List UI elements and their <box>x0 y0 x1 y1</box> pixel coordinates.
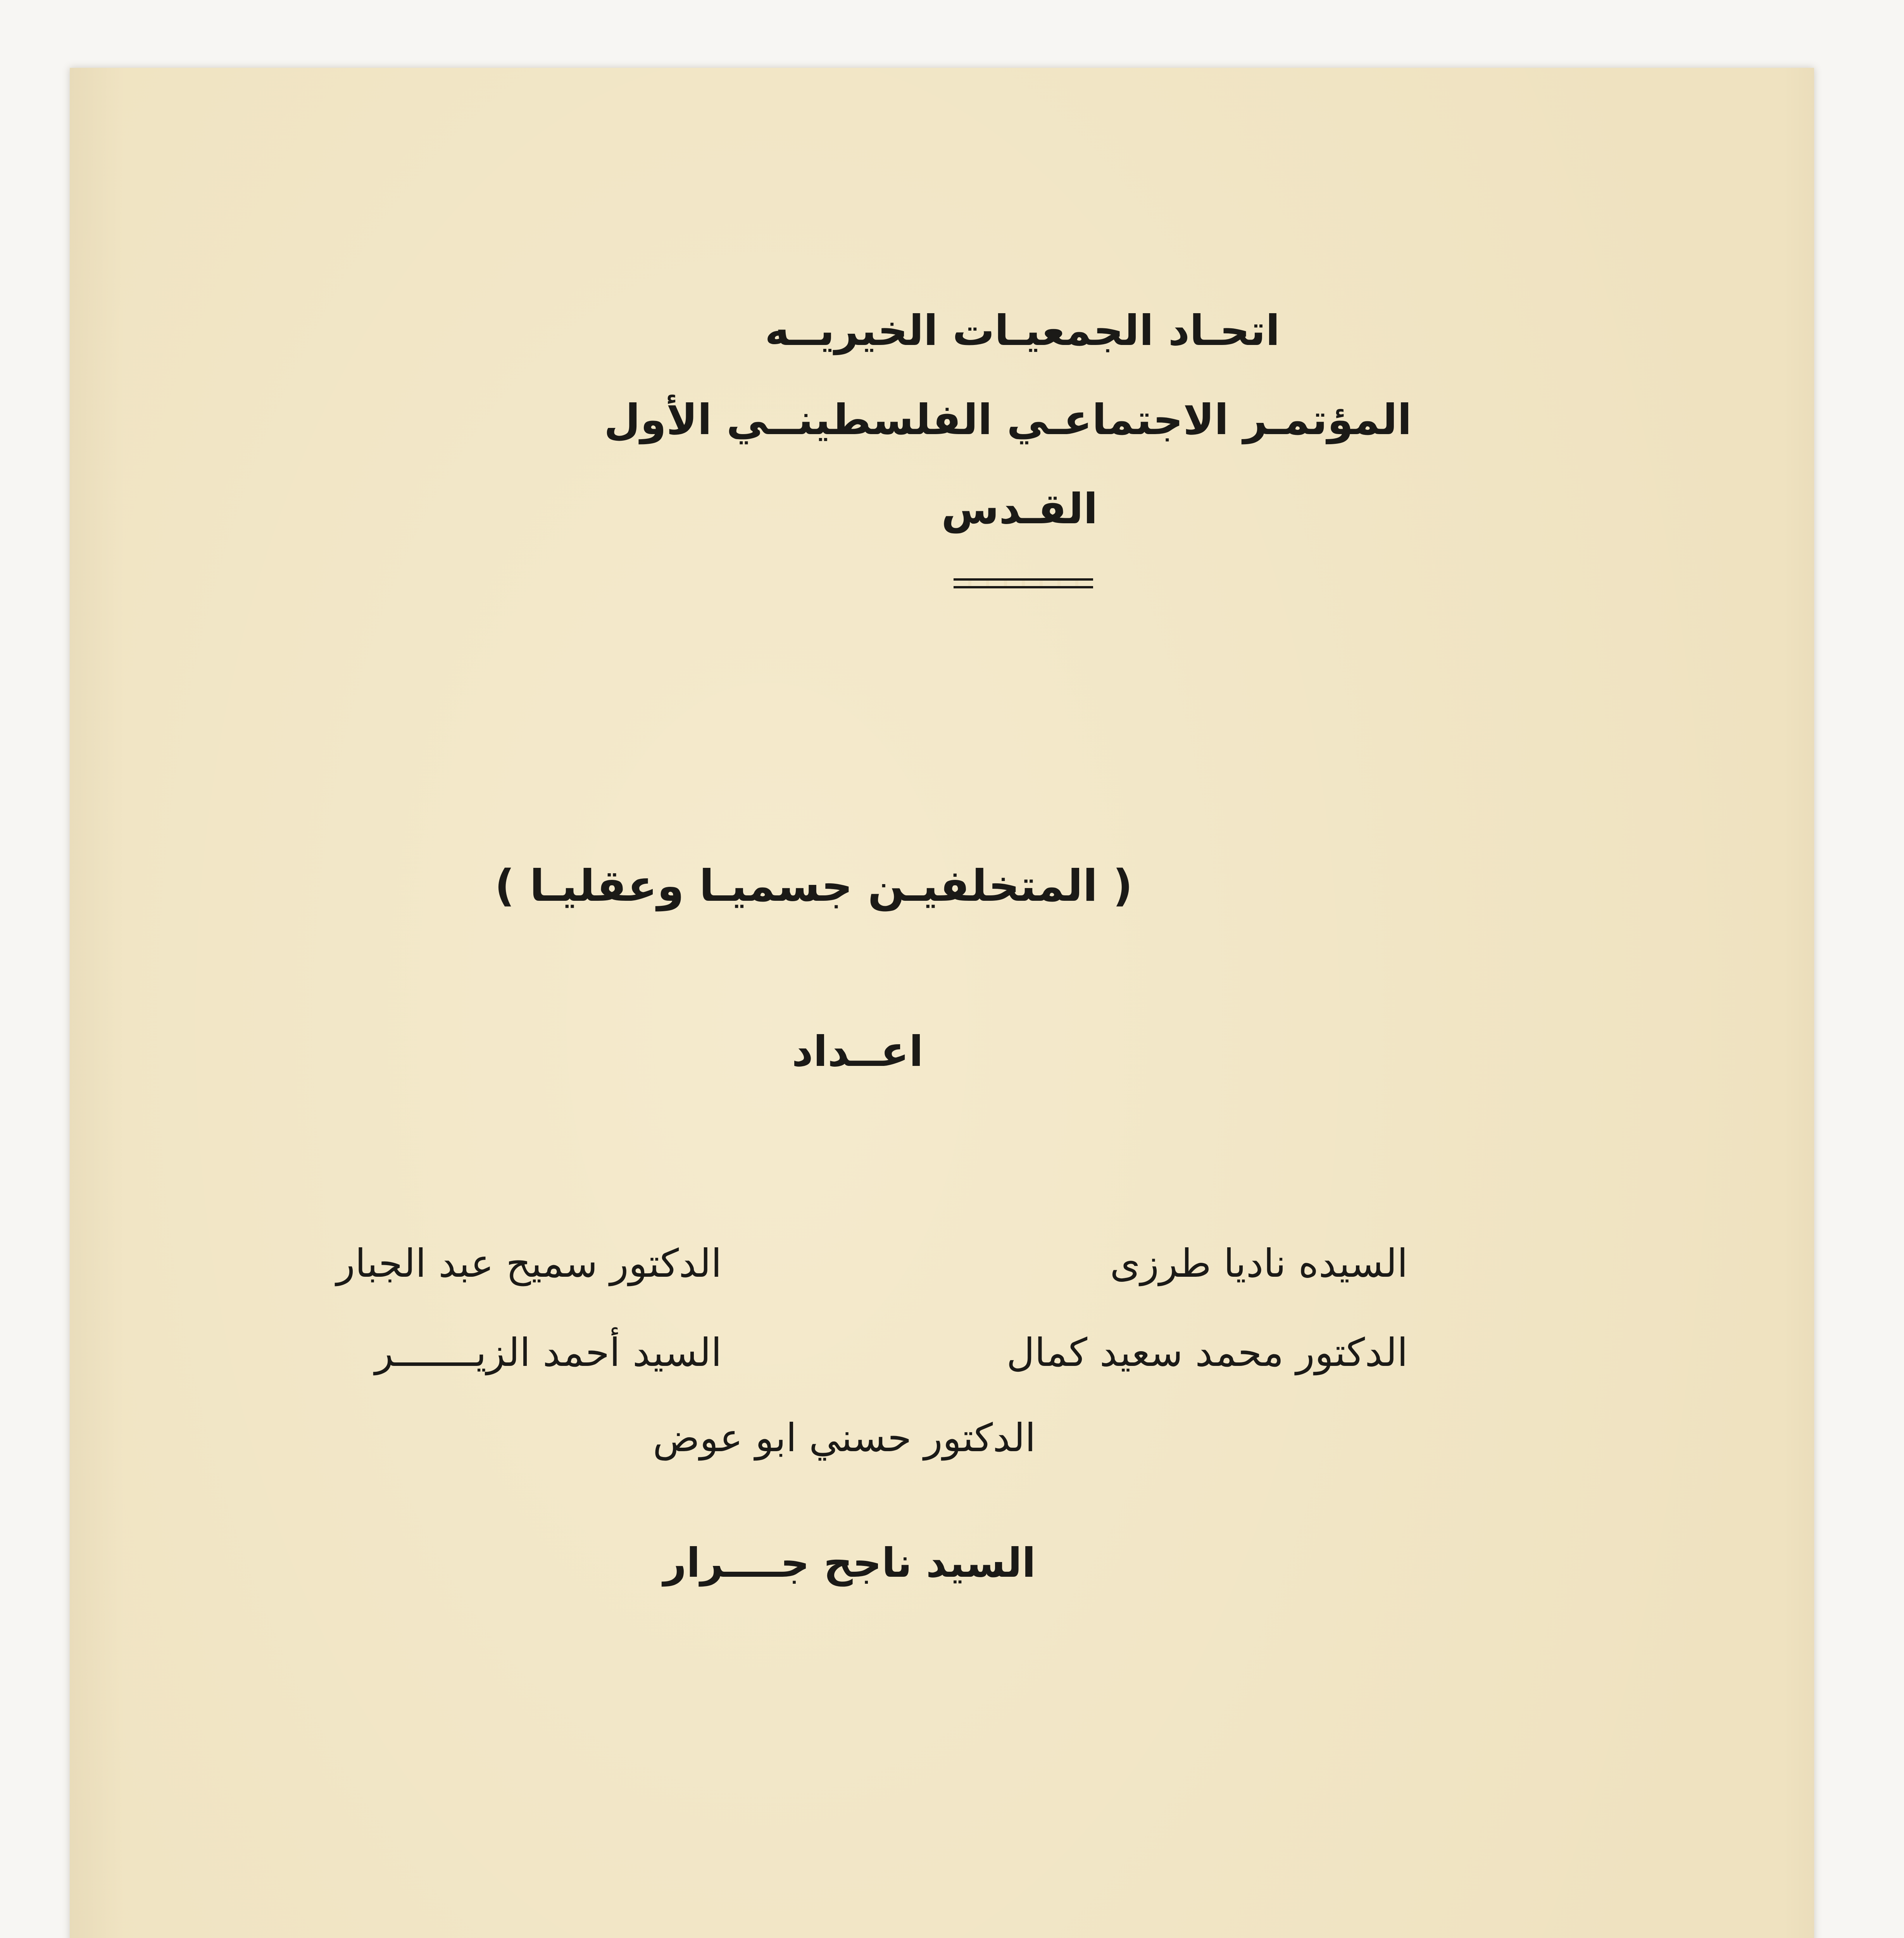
conference-title: المؤتمـر الاجتماعـي الفلسطينــي الأول <box>604 396 1412 444</box>
author-mohammad-saeed-kamal: الدكتور محمد سعيد كمال <box>1006 1330 1408 1375</box>
title-separator <box>954 578 1093 588</box>
author-samih-abdel-jabbar: الدكتور سميح عبد الجبار <box>336 1241 722 1286</box>
document-subject: ( المتخلفيـن جسميـا وعقليـا ) <box>495 861 1133 911</box>
author-najeh-jarrar: السيد ناجح جــــرار <box>663 1539 1036 1586</box>
author-husni-abu-awad: الدكتور حسني ابو عوض <box>653 1415 1036 1460</box>
organization-title: اتحـاد الجمعيـات الخيريــه <box>765 307 1280 355</box>
author-nadia-tarazi: السيده ناديا طرزى <box>1110 1241 1408 1286</box>
author-ahmad-al-zeer: السيد أحمد الزيـــــــر <box>374 1330 722 1375</box>
prepared-by-label: اعــداد <box>792 1028 923 1076</box>
city-title: القـدس <box>941 485 1098 533</box>
